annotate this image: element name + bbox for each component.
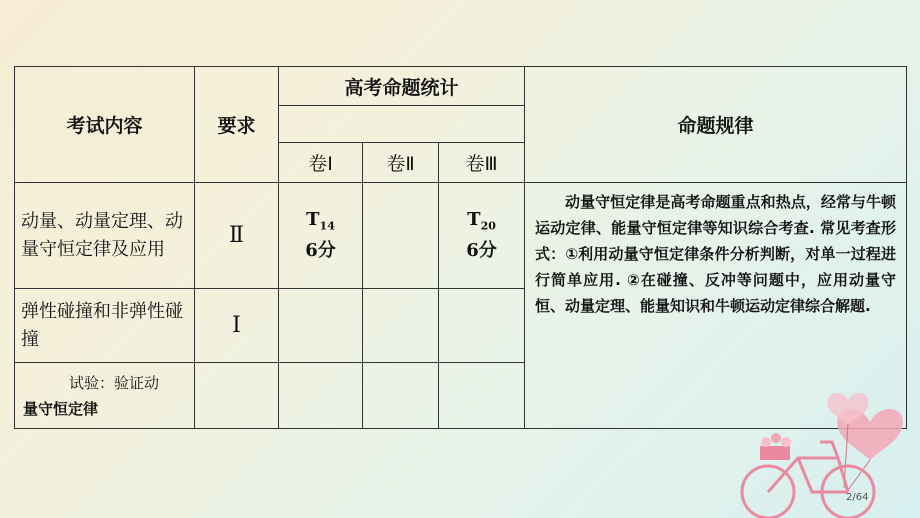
row2-vol2 [363, 289, 439, 363]
flower-basket-icon [760, 433, 791, 460]
row1-content: 动量、动量定理、动量守恒定律及应用 [15, 183, 195, 289]
row1-vol1-score: 6分 [305, 239, 336, 261]
row3-level [195, 363, 279, 429]
header-content: 考试内容 [15, 67, 195, 183]
row1-vol3-sub: 20 [480, 219, 496, 233]
row2-content: 弹性碰撞和非弹性碰撞 [15, 289, 195, 363]
row1-vol3-score: 6分 [466, 239, 497, 261]
row3-vol3 [439, 363, 525, 429]
header-stats-blank [279, 106, 525, 143]
header-stats: 高考命题统计 [279, 67, 525, 106]
row1-vol2 [363, 183, 439, 289]
row3-content [15, 363, 195, 429]
bicycle-decoration [720, 380, 920, 518]
row1-vol3 [439, 183, 525, 289]
row2-vol1 [279, 289, 363, 363]
row3-vol1 [279, 363, 363, 429]
header-vol1: 卷Ⅰ [279, 143, 363, 183]
heart-balloon-icon [827, 393, 902, 490]
rule-text: 动量守恒定律是高考命题重点和热点，经常与牛顿运动定律、能量守恒定律等知识综合考查. 常见考查形式：①利用动量守恒定律条件分析判断，对单一过程进行简单应用. ②在碰撞、反冲等问题中，应用动量守恒、动量定理、能量知识和牛顿运动定律综合解题. [525, 183, 907, 429]
row1-vol1-sub: 14 [319, 219, 335, 233]
row1-vol1-code: T [306, 209, 320, 231]
header-pattern: 命题规律 [525, 67, 907, 183]
row1-vol1 [279, 183, 363, 289]
header-vol3: 卷Ⅲ [439, 143, 525, 183]
row3-content-line2: 量守恒定律 [23, 399, 99, 418]
row3-vol2 [363, 363, 439, 429]
page-number: 2/64 [846, 492, 869, 503]
row1-vol3-code: T [467, 209, 481, 231]
row1-level: Ⅱ [195, 183, 279, 289]
row3-content-line1: 试验：验证动 [69, 373, 160, 392]
row2-vol3 [439, 289, 525, 363]
row2-level: Ⅰ [195, 289, 279, 363]
header-requirement: 要求 [195, 67, 279, 183]
header-vol2: 卷Ⅱ [363, 143, 439, 183]
exam-table [14, 66, 907, 429]
